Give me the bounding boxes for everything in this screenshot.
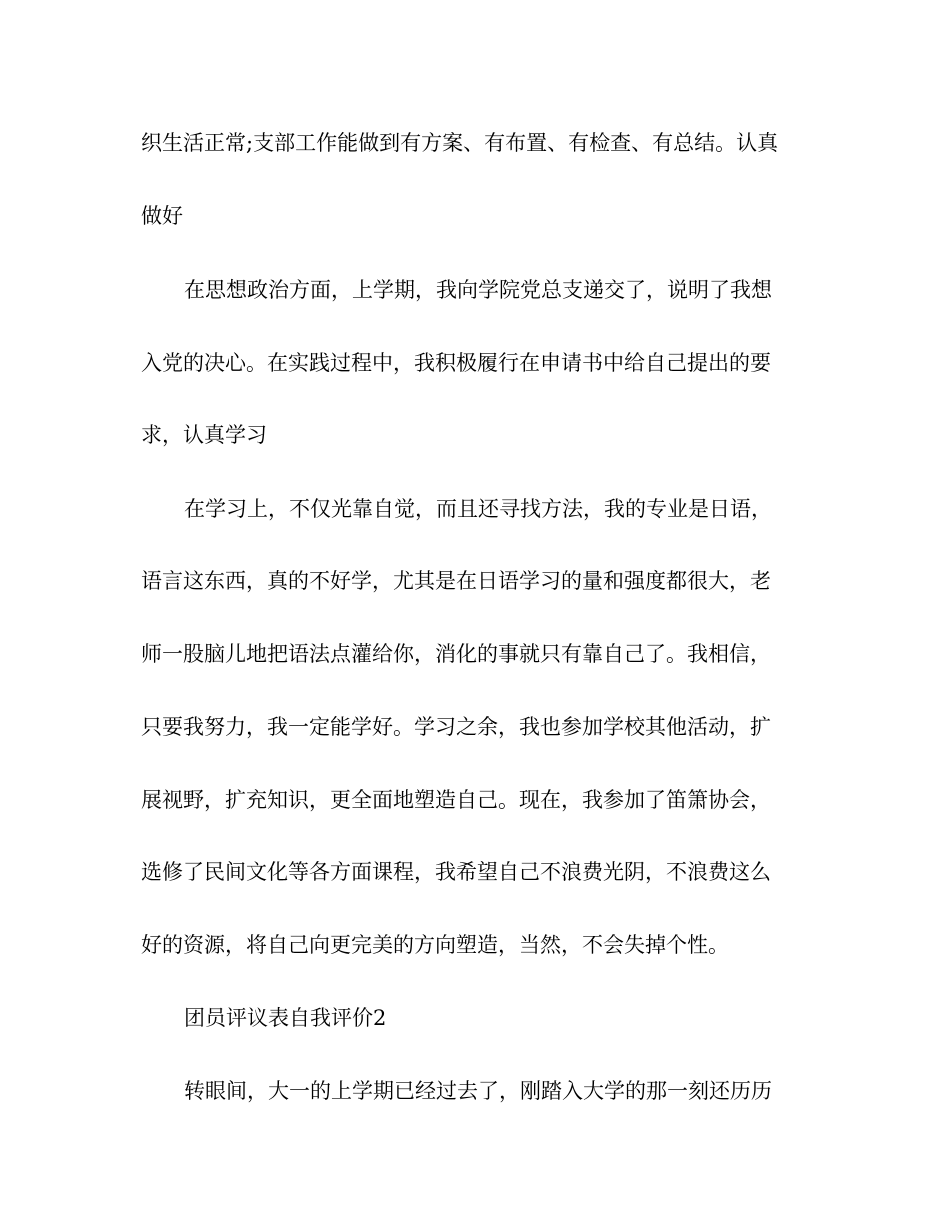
body-text-line: 入党的决心。在实践过程中，我积极履行在申请书中给自己提出的要 (141, 351, 771, 375)
paragraph-first-line: 在学习上，不仅光靠自觉，而且还寻找方法，我的专业是日语， (184, 497, 772, 521)
section-heading: 团员评议表自我评价2 (184, 1006, 387, 1030)
paragraph-first-line: 转眼间，大一的上学期已经过去了，刚踏入大学的那一刻还历历 (184, 1079, 772, 1103)
body-text-line: 展视野，扩充知识，更全面地塑造自己。现在，我参加了笛箫协会， (141, 788, 771, 812)
body-text-line: 求，认真学习 (141, 423, 267, 447)
body-text-line: 语言这东西，真的不好学，尤其是在日语学习的量和强度都很大，老 (141, 569, 771, 593)
paragraph-first-line: 在思想政治方面，上学期，我向学院党总支递交了，说明了我想 (184, 278, 772, 302)
body-text-line: 做好 (141, 204, 183, 228)
body-text-line: 选修了民间文化等各方面课程，我希望自己不浪费光阴，不浪费这么 (141, 860, 771, 884)
body-text-line: 师一股脑儿地把语法点灌给你，消化的事就只有靠自己了。我相信， (141, 642, 771, 666)
body-text-line: 只要我努力，我一定能学好。学习之余，我也参加学校其他活动，扩 (141, 715, 771, 739)
body-text-line: 织生活正常;支部工作能做到有方案、有布置、有检查、有总结。认真 (141, 131, 779, 155)
body-text-line: 好的资源，将自己向更完美的方向塑造，当然，不会失掉个性。 (141, 933, 729, 957)
